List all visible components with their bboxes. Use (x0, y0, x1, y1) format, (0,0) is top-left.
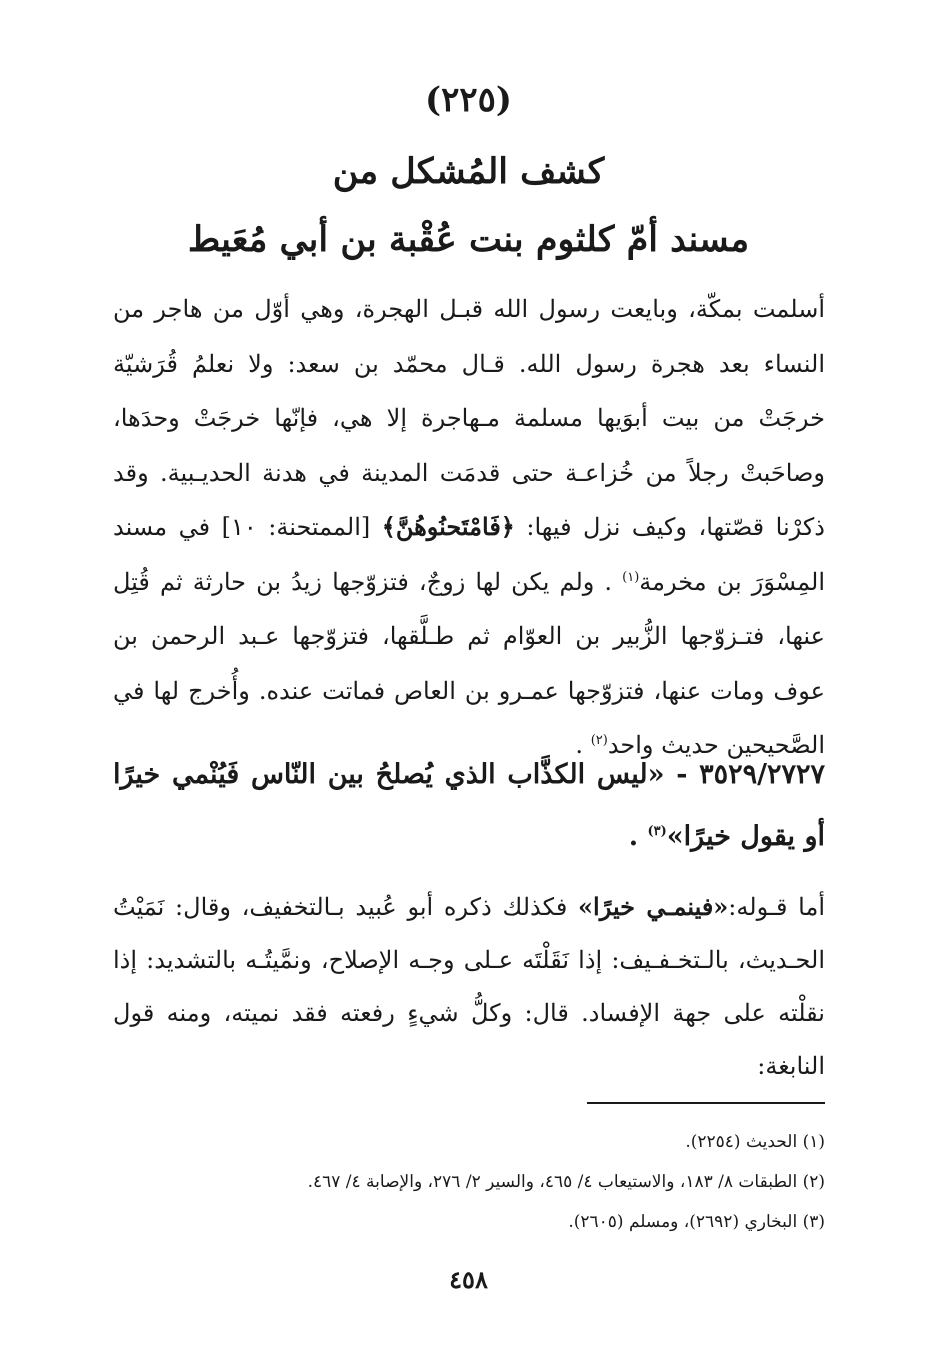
commentary-text-2: فكذلك ذكره أبو عُبيد بـالتخفيف، وقال: نَمَيْتُ الحـديث، بالـتخـفـيف: إذا نَقَلْتَه عـلى وجـه الإصلاح، ونمَّيتُـه بالتشديد: إذا نقلْته على جهة الإفساد. قال: وكلُّ شيءٍ رفعته فقد نميته، ومنه قول النابغة: (113, 893, 825, 1080)
hadith-end: . (628, 821, 648, 852)
chapter-title-line-1: كشف المُشكل من (332, 151, 605, 192)
intro-text-4: . (575, 731, 591, 759)
intro-paragraph (113, 282, 825, 773)
commentary-text-1: أما قـوله: (728, 893, 825, 921)
quran-reference: [الممتحنة: ١٠] (221, 513, 371, 541)
footnote-3: (٣) البخاري (٢٦٩٢)، ومسلم (٢٦٠٥). (568, 1212, 825, 1232)
intro-text-3: . ولم يكن لها زوجٌ، فتزوّجها زيدُ بن حارثة ثم قُتِل عنها، فتـزوّجها الزُّبير بن العوّام ثم طـلَّقها، فتزوّجها عـبد الرحمن بن عوف ومات عنها، فتزوّجها عمـرو بن العاص فماتت عنده. وأُخرج لها في الصَّحيحين حديث واحد (113, 567, 825, 759)
footnotes (113, 1122, 825, 1242)
page-number: ٤٥٨ (449, 1265, 488, 1294)
hadith-text (113, 744, 825, 868)
footnote-ref-3[interactable]: (٣) (647, 824, 667, 839)
chapter-number: (٢٢٥) (425, 80, 512, 120)
quran-verse: ﴿فَامْتَحنُوهُنَّ﴾ (381, 512, 515, 541)
footnote-ref-1[interactable]: (١) (622, 569, 640, 585)
footnote-1: (١) الحديث (٢٢٥٤). (685, 1132, 825, 1152)
intro-text-1: أسلمت بمكّة، وبايعت رسول الله قبـل الهجرة، وهي أوّل من هاجر من النساء بعد هجرة رسول الله. قـال محمّد بن سعد: ولا نعلمُ قُرَشيّة خرجَتْ من بيت أبوَيها مسلمة مـهاجرة إلا هي، فإنّها خرجَتْ وحدَها، وصاحَبتْ رجلاً من خُزاعـة حتى قدمَت المدينة في هدنة الحديـبية. وقد ذكرْنا قصّتها، وكيف نزل فيها: (113, 295, 826, 541)
footnote-2: (٢) الطبقات ٨/ ١٨٣، والاستيعاب ٤/ ٤٦٥، والسير ٢/ ٢٧٦، والإصابة ٤/ ٤٦٧. (307, 1172, 825, 1192)
footnote-ref-2[interactable]: (٢) (590, 733, 608, 748)
commentary-paragraph (113, 880, 825, 1093)
commentary-quote: «فينمـي خيرًا» (578, 892, 729, 921)
hadith-body: ٣٥٢٩/٢٧٢٧ - «ليس الكذَّاب الذي يُصلحُ بين النّاس فَيُنْمي خيرًا أو يقول خيرًا» (113, 759, 825, 852)
chapter-title-line-2: مسند أمّ كلثوم بنت عُقْبة بن أبي مُعَيط (187, 219, 750, 260)
intro-text-2: في مسند المِسْوَرَ بن مخرمة (113, 513, 825, 596)
footnote-divider (587, 1102, 825, 1104)
